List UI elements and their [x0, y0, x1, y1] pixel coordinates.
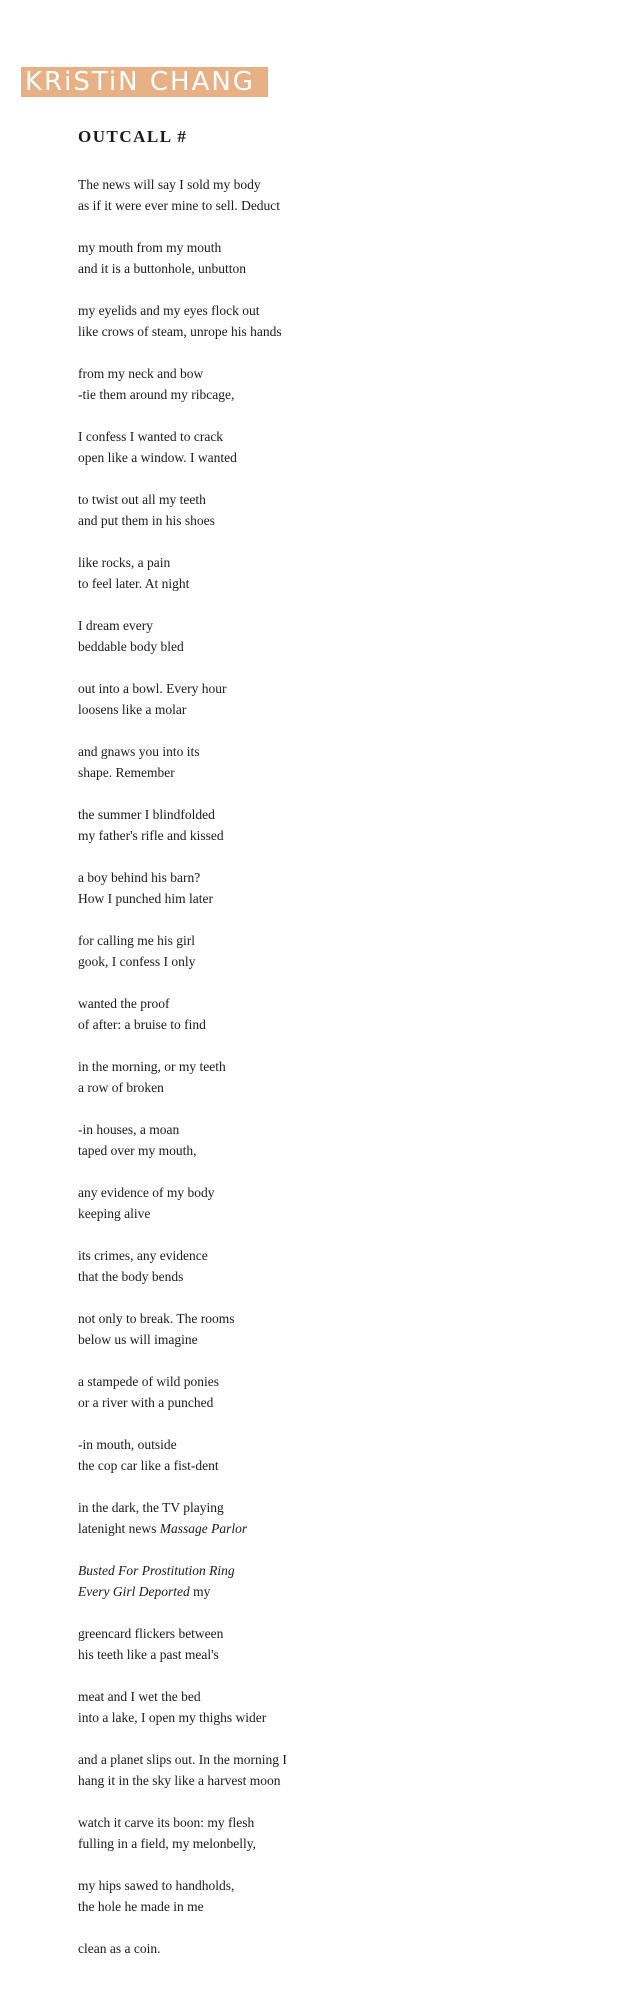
line-text: and it is a buttonhole, unbutton: [78, 261, 246, 276]
stanza: [78, 426, 598, 489]
stanza: [78, 1875, 598, 1938]
poem-line: [78, 1497, 598, 1518]
stanza: [78, 930, 598, 993]
poem-line: [78, 888, 598, 909]
poem-line: [78, 363, 598, 384]
poem-line: [78, 1266, 598, 1287]
poem-line: [78, 384, 598, 405]
line-text: below us will imagine: [78, 1332, 198, 1347]
line-text: and put them in his shoes: [78, 513, 215, 528]
line-text: and a planet slips out. In the morning I: [78, 1752, 287, 1767]
poem-line: [78, 1686, 598, 1707]
line-text: -in mouth, outside: [78, 1437, 177, 1452]
stanza: [78, 1308, 598, 1371]
stanza: [78, 300, 598, 363]
line-text: out into a bowl. Every hour: [78, 681, 227, 696]
poem-line: [78, 1644, 598, 1665]
line-text: -in houses, a moan: [78, 1122, 180, 1137]
stanza: [78, 1182, 598, 1245]
stanza: [78, 804, 598, 867]
poem-line: [78, 1938, 598, 1959]
poem-line: [78, 1833, 598, 1854]
poem-line: [78, 1329, 598, 1350]
line-text: my eyelids and my eyes flock out: [78, 303, 260, 318]
poem-line: [78, 1182, 598, 1203]
line-text: taped over my mouth,: [78, 1143, 197, 1158]
poem-line: [78, 930, 598, 951]
line-text: clean as a coin.: [78, 1941, 161, 1956]
stanza: [78, 552, 598, 615]
line-text: any evidence of my body: [78, 1185, 215, 1200]
line-text: from my neck and bow: [78, 366, 204, 381]
poem-line: [78, 258, 598, 279]
stanza: [78, 615, 598, 678]
poem-line: [78, 1119, 598, 1140]
stanza: [78, 237, 598, 300]
line-text: my: [189, 1584, 211, 1599]
line-text: in the morning, or my teeth: [78, 1059, 226, 1074]
poem-line: [78, 1518, 598, 1539]
line-text: my hips sawed to handholds,: [78, 1878, 235, 1893]
stanza: [78, 363, 598, 426]
poem-line: [78, 552, 598, 573]
poem-line: [78, 1140, 598, 1161]
stanza: [78, 1938, 598, 2001]
line-text: hang it in the sky like a harvest moon: [78, 1773, 281, 1788]
stanza: [78, 1497, 598, 1560]
line-text: as if it were ever mine to sell. Deduct: [78, 198, 281, 213]
poem-body: [78, 174, 598, 2001]
poem-line: [78, 762, 598, 783]
stanza: [78, 1056, 598, 1119]
poem-line: [78, 741, 598, 762]
line-text: and gnaws you into its: [78, 744, 200, 759]
poem-line: [78, 174, 598, 195]
line-text: the summer I blindfolded: [78, 807, 215, 822]
author-banner: [21, 67, 268, 97]
poem-line: [78, 804, 598, 825]
line-text: keeping alive: [78, 1206, 151, 1221]
poem-line: [78, 489, 598, 510]
line-text: his teeth like a past meal's: [78, 1647, 219, 1662]
line-text: How I punched him later: [78, 891, 213, 906]
stanza: [78, 1371, 598, 1434]
poem-line: [78, 1581, 598, 1602]
poem-line: [78, 1749, 598, 1770]
poem-line: [78, 1392, 598, 1413]
stanza: [78, 489, 598, 552]
line-text: -tie them around my ribcage,: [78, 387, 235, 402]
line-text: that the body bends: [78, 1269, 184, 1284]
poem-line: [78, 615, 598, 636]
line-text: or a river with a punched: [78, 1395, 214, 1410]
poem-line: [78, 1245, 598, 1266]
poem-line: [78, 237, 598, 258]
stanza: [78, 867, 598, 930]
poem-line: [78, 426, 598, 447]
poem-line: [78, 1014, 598, 1035]
line-text: greencard flickers between: [78, 1626, 224, 1641]
line-text: the hole he made in me: [78, 1899, 204, 1914]
stanza: [78, 678, 598, 741]
line-text: meat and I wet the bed: [78, 1689, 201, 1704]
line-text: like rocks, a pain: [78, 555, 171, 570]
poem-title: OUTCALL #: [78, 127, 188, 146]
poem-line: [78, 1203, 598, 1224]
poem-line: [78, 1896, 598, 1917]
stanza: [78, 1812, 598, 1875]
line-text: into a lake, I open my thighs wider: [78, 1710, 267, 1725]
poem-line: [78, 1707, 598, 1728]
italic-text: Massage Parlor: [159, 1521, 248, 1536]
stanza: [78, 1686, 598, 1749]
line-text: I confess I wanted to crack: [78, 429, 224, 444]
line-text: wanted the proof: [78, 996, 170, 1011]
poem-line: [78, 510, 598, 531]
line-text: my father's rifle and kissed: [78, 828, 224, 843]
poem-line: [78, 1077, 598, 1098]
line-text: like crows of steam, unrope his hands: [78, 324, 282, 339]
line-text: The news will say I sold my body: [78, 177, 261, 192]
italic-text: Every Girl Deported: [78, 1584, 190, 1599]
line-text: a boy behind his barn?: [78, 870, 201, 885]
line-text: latenight news: [78, 1521, 160, 1536]
poem-line: [78, 678, 598, 699]
poem-line: [78, 825, 598, 846]
line-text: in the dark, the TV playing: [78, 1500, 224, 1515]
line-text: open like a window. I wanted: [78, 450, 237, 465]
poem-line: [78, 1812, 598, 1833]
poem-line: [78, 1434, 598, 1455]
line-text: its crimes, any evidence: [78, 1248, 208, 1263]
italic-text: Busted For Prostitution Ring: [78, 1563, 235, 1578]
line-text: not only to break. The rooms: [78, 1311, 235, 1326]
line-text: a stampede of wild ponies: [78, 1374, 219, 1389]
poem-line: [78, 993, 598, 1014]
line-text: gook, I confess I only: [78, 954, 196, 969]
line-text: shape. Remember: [78, 765, 175, 780]
poem-line: [78, 1308, 598, 1329]
poem-line: [78, 1560, 598, 1581]
line-text: loosens like a molar: [78, 702, 187, 717]
stanza: [78, 993, 598, 1056]
poem-line: [78, 867, 598, 888]
line-text: the cop car like a fist-dent: [78, 1458, 219, 1473]
poem-line: [78, 1455, 598, 1476]
stanza: [78, 1119, 598, 1182]
poem-line: [78, 1770, 598, 1791]
line-text: fulling in a field, my melonbelly,: [78, 1836, 256, 1851]
poem-line: [78, 195, 598, 216]
poem-line: [78, 321, 598, 342]
stanza: [78, 1245, 598, 1308]
line-text: to twist out all my teeth: [78, 492, 206, 507]
line-text: I dream every: [78, 618, 153, 633]
poem-line: [78, 1875, 598, 1896]
poem-line: [78, 1056, 598, 1077]
stanza: [78, 1749, 598, 1812]
poem-line: [78, 636, 598, 657]
poem-line: [78, 699, 598, 720]
stanza: [78, 741, 598, 804]
line-text: of after: a bruise to find: [78, 1017, 206, 1032]
line-text: to feel later. At night: [78, 576, 190, 591]
poem-line: [78, 1623, 598, 1644]
line-text: watch it carve its boon: my flesh: [78, 1815, 255, 1830]
stanza: [78, 1623, 598, 1686]
poem-line: [78, 573, 598, 594]
line-text: my mouth from my mouth: [78, 240, 222, 255]
line-text: beddable body bled: [78, 639, 184, 654]
line-text: for calling me his girl: [78, 933, 195, 948]
stanza: [78, 1560, 598, 1623]
poem-line: [78, 447, 598, 468]
stanza: [78, 1434, 598, 1497]
poem-line: [78, 300, 598, 321]
poem-line: [78, 951, 598, 972]
author-name: KRiSTiN CHANG: [25, 67, 255, 97]
stanza: [78, 174, 598, 237]
line-text: a row of broken: [78, 1080, 164, 1095]
poem-line: [78, 1371, 598, 1392]
